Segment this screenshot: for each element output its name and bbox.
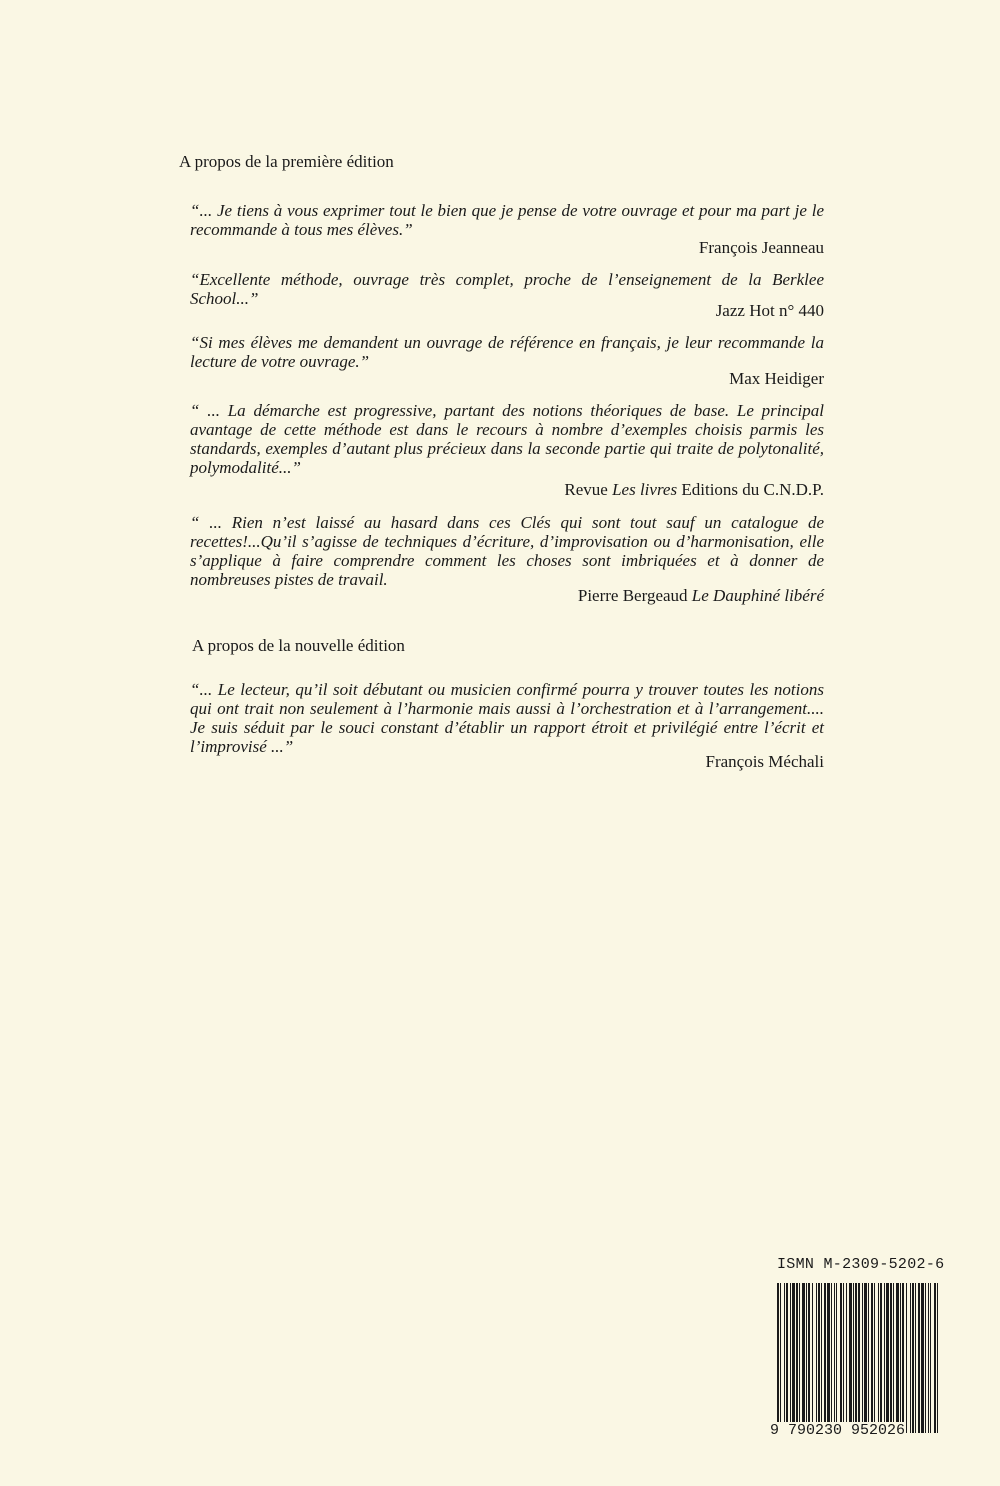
quote-jeanneau: “... Je tiens à vous exprimer tout le bien que je pense de votre ouvrage et pour ma part je le recommande à tous mes élèves.” xyxy=(190,201,824,239)
quote-dauphine: “ ... Rien n’est laissé au hasard dans ces Clés qui sont tout sauf un catalogue de recettes!...Qu’il s’agisse de techniques d’écriture, d’improvisation ou d’harmonisation, elle s’applique à faire comprendre comment les choses sont imbriquées et à donner de nombreuses pistes de travail. xyxy=(190,513,824,589)
attribution-dauphine: Pierre Bergeaud Le Dauphiné libéré xyxy=(577,586,824,605)
attribution-jazz-hot: Jazz Hot n° 440 xyxy=(715,301,824,320)
quote-mechali: “... Le lecteur, qu’il soit débutant ou musicien confirmé pourra y trouver toutes les notions qui ont trait non seulement à l’harmonie mais aussi à l’orchestration et à l’arrangement.... Je suis séduit par le souci constant d’établir un rapport étroit et privilégié entre l’écrit et l’improvisé ...” xyxy=(190,680,824,756)
attribution-heidiger: Max Heidiger xyxy=(729,369,824,388)
ismn-number: ISMN M-2309-5202-6 xyxy=(777,1256,945,1273)
quote-jazz-hot: “Excellente méthode, ouvrage très complet, proche de l’enseignement de la Berklee School...” xyxy=(190,270,824,308)
attribution-jeanneau: François Jeanneau xyxy=(698,238,824,257)
new-edition-heading: A propos de la nouvelle édition xyxy=(192,636,405,655)
barcode-digits: 9 790230 952026 xyxy=(770,1422,906,1439)
attribution-les-livres: Revue Les livres Editions du C.N.D.P. xyxy=(564,480,824,499)
first-edition-heading: A propos de la première édition xyxy=(179,152,394,171)
quote-heidiger: “Si mes élèves me demandent un ouvrage de référence en français, je leur recommande la lecture de votre ouvrage.” xyxy=(190,333,824,371)
quote-les-livres: “ ... La démarche est progressive, partant des notions théoriques de base. Le principal avantage de cette méthode est dans le recours à nombre d’exemples choisis parmis les standards, exemples d’autant plus précieux dans la seconde partie qui traite de polytonalité, polymodalité...” xyxy=(190,401,824,477)
barcode-image xyxy=(777,1283,938,1433)
attribution-mechali: François Méchali xyxy=(705,752,824,771)
